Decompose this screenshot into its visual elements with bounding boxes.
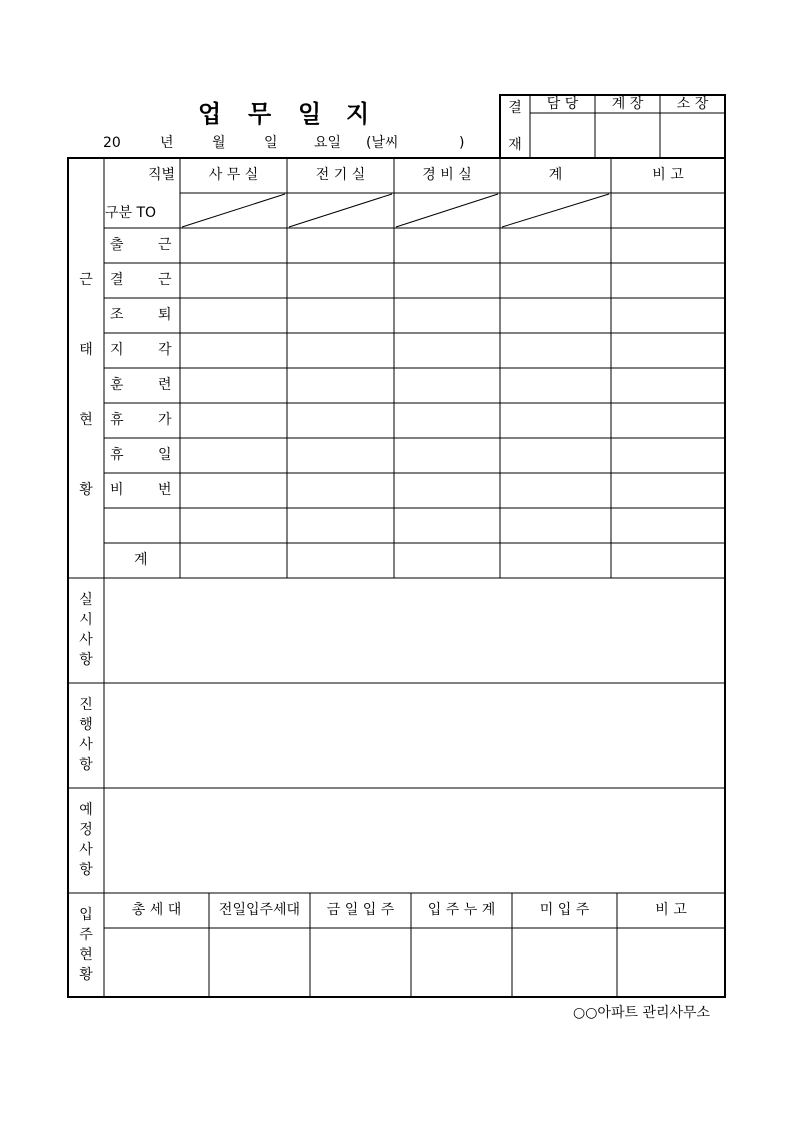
occupancy-col-cumulative: 입 주 누 계	[427, 902, 496, 918]
occupancy-col-today: 금 일 입 주	[326, 902, 395, 918]
approval-role-manager: 담 당	[546, 96, 579, 112]
row-label-right: 번	[158, 482, 172, 498]
weather-close: )	[459, 135, 465, 151]
row-label-left: 결	[110, 272, 124, 288]
row-label-left: 지	[110, 342, 124, 358]
row-label-right: 가	[158, 412, 172, 428]
attendance-label-3: 현	[79, 412, 93, 428]
date-weekday-label: 요일	[314, 135, 342, 151]
col-header-total: 계	[548, 167, 563, 183]
title-char-2: 무	[248, 100, 274, 128]
row-label-left: 출	[110, 237, 124, 253]
approval-role-director: 소 장	[676, 96, 709, 112]
col-header-remarks: 비 고	[652, 167, 684, 183]
footer-office-name: ○○아파트 관리사무소	[573, 1005, 711, 1021]
occupancy-col-not-moved-in: 미 입 주	[539, 902, 590, 918]
row-label-right: 각	[158, 342, 172, 358]
row-label-right: 련	[158, 377, 172, 393]
corner-header-category-to: 구분 TO	[105, 205, 157, 221]
section-label-in-progress: 진 행 사 항	[79, 697, 93, 773]
occupancy-col-total-households: 총 세 대	[131, 902, 182, 918]
title-char-3: 일	[298, 100, 324, 128]
col-header-electric: 전 기 실	[315, 167, 366, 183]
occupancy-col-prev-day: 전일입주세대	[218, 902, 301, 918]
approval-side-label-2: 재	[508, 137, 522, 153]
attendance-label-2: 태	[79, 342, 93, 358]
date-month-label: 월	[212, 135, 226, 151]
row-label-right: 퇴	[158, 307, 172, 323]
row-label-left: 조	[110, 307, 124, 323]
weather-label: (날씨	[366, 135, 399, 151]
row-label-right: 근	[158, 272, 172, 288]
col-header-security: 경 비 실	[422, 167, 472, 183]
date-prefix: 20	[103, 135, 121, 151]
section-label-planned: 예 정 사 항	[79, 802, 93, 878]
row-label-right: 근	[158, 237, 172, 253]
date-day-label: 일	[264, 135, 278, 151]
occupancy-col-remarks: 비 고	[655, 902, 687, 918]
row-label-total: 계	[134, 552, 148, 568]
attendance-label-1: 근	[79, 272, 93, 288]
row-label-left: 휴	[110, 412, 124, 428]
date-year-label: 년	[160, 135, 174, 151]
row-label-left: 훈	[110, 377, 124, 393]
row-label-left: 휴	[110, 447, 124, 463]
corner-header-position: 직별	[148, 167, 176, 183]
section-label-occupancy: 입 주 현 황	[79, 907, 93, 983]
executed-items-area[interactable]	[105, 579, 724, 682]
title-char-1: 업	[198, 100, 224, 128]
row-label-right: 일	[158, 447, 172, 463]
in-progress-items-area[interactable]	[105, 684, 724, 787]
col-header-office: 사 무 실	[208, 167, 259, 183]
planned-items-area[interactable]	[105, 789, 724, 892]
title-char-4: 지	[346, 100, 372, 128]
section-label-executed: 실 시 사 항	[79, 592, 93, 668]
attendance-label-4: 황	[79, 482, 93, 498]
row-label-left: 비	[110, 482, 124, 498]
approval-side-label-1: 결	[508, 100, 522, 116]
approval-role-chief: 계 장	[611, 96, 644, 112]
